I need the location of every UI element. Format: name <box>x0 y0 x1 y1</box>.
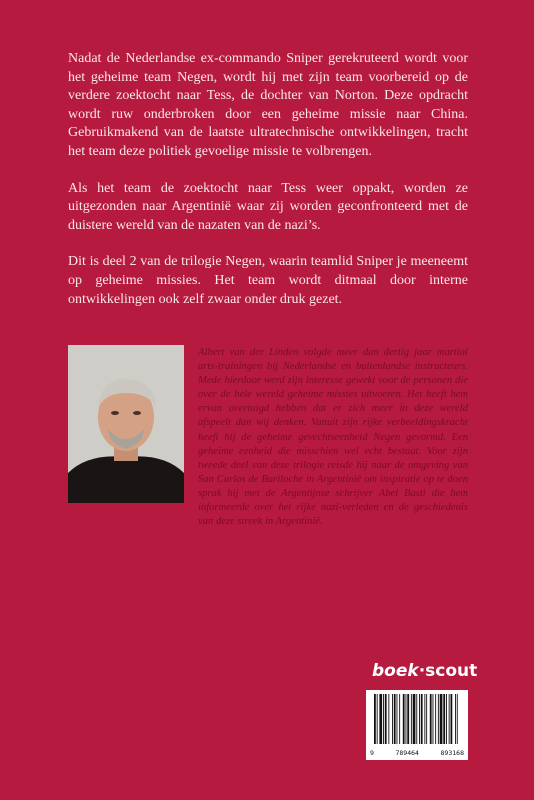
barcode-bar <box>413 694 416 744</box>
barcode-bar <box>374 694 376 744</box>
barcode-bar <box>430 694 432 744</box>
publisher-logo <box>372 657 478 685</box>
isbn-first-digit: 9 <box>370 749 374 757</box>
barcode-bar <box>455 694 456 744</box>
barcode-bar <box>379 694 382 744</box>
isbn-barcode <box>366 690 468 760</box>
barcode-bar <box>385 694 387 744</box>
isbn-group-1: 789464 <box>395 749 419 757</box>
barcode-bar <box>438 694 439 744</box>
synopsis-paragraph-2: Als het team de zoektocht naar Tess weer oppakt, worden ze uitgezonden naar Argentinië waar zij worden geconfronteerd met de duistere wereld van de nazaten van de nazi’s. <box>68 180 468 233</box>
barcode-bar <box>399 694 400 744</box>
barcode-bar <box>392 694 393 744</box>
synopsis-paragraph-3: Dit is deel 2 van de trilogie Negen, waarin teamlid Sniper je meeneemt op geheime missies. Het team wordt ditmaal door interne ontwikkelingen ook zelf zwaar onder druk gezet. <box>68 254 468 307</box>
barcode-bar <box>388 694 389 744</box>
barcode-bar <box>449 694 450 744</box>
author-photo <box>68 345 184 503</box>
barcode-bar <box>397 694 398 744</box>
barcode-bar <box>433 694 434 744</box>
barcode-bar <box>421 694 423 744</box>
barcode-bar <box>435 694 436 744</box>
barcode-bar <box>419 694 420 744</box>
author-bio: Albert van der Linden volgde meer dan dertig jaar martial arts-trainingen bij Nederlandse en buitenlandse instructeurs. Mede hierdoor werd zijn interesse gewekt voor de personen die over de hele wereld geheime missies uitvoeren. Het heeft hem ervan overtuigd hebben dat er zich meer in deze wereld afspeelt dan wij denken. Vanuit zijn rijke verbeeldingskracht heeft hij de geheime gevechtseenheid Negen gevormd. Een geheime eenheid die misschien wel echt bestaat. Voor zijn tweede deel van deze trilogie reisde hij naar de omgeving van San Carlos de Bariloche in Argentinië om inspiratie op te doen sprak hij met de Argentijnse schrijver Abel Basti die hem informeerde over het rijke nazi-verleden en de geschiedenis van deze streek in Argentinië. <box>198 347 468 528</box>
barcode-bar <box>394 694 396 744</box>
barcode-bar <box>446 694 447 744</box>
barcode-bar <box>383 694 384 744</box>
barcode-bar <box>377 694 378 744</box>
barcode-bar <box>451 694 453 744</box>
publisher-logo-dot: · <box>418 661 426 681</box>
barcode-bar <box>407 694 409 744</box>
barcode-bar <box>457 694 458 744</box>
synopsis-paragraph-1: Nadat de Nederlandse ex-commando Sniper gerekruteerd wordt voor het geheime team Negen, wordt hij met zijn team voorbereid op de verdere zoektocht naar Tess, de dochter van Norton. Deze opdracht wordt ruw onderbroken door een geheime missie naar China. Gebruikmakend van de laatste ultratechnische ontwikkelingen, tracht het team deze politiek gevoelige missie te volbrengen. <box>68 51 468 159</box>
publisher-logo-part2: scout <box>425 661 478 681</box>
barcode-bars <box>370 694 464 746</box>
back-cover-synopsis <box>68 50 468 327</box>
barcode-bar <box>416 694 417 744</box>
isbn-group-2: 893168 <box>440 749 464 757</box>
isbn-number <box>370 749 464 757</box>
barcode-bar <box>411 694 412 744</box>
barcode-bar <box>440 694 443 744</box>
barcode-bar <box>406 694 407 744</box>
barcode-bar <box>426 694 427 744</box>
barcode-bar <box>443 694 445 744</box>
barcode-bar <box>424 694 425 744</box>
publisher-logo-part1: boek <box>372 661 419 681</box>
barcode-bar <box>403 694 405 744</box>
